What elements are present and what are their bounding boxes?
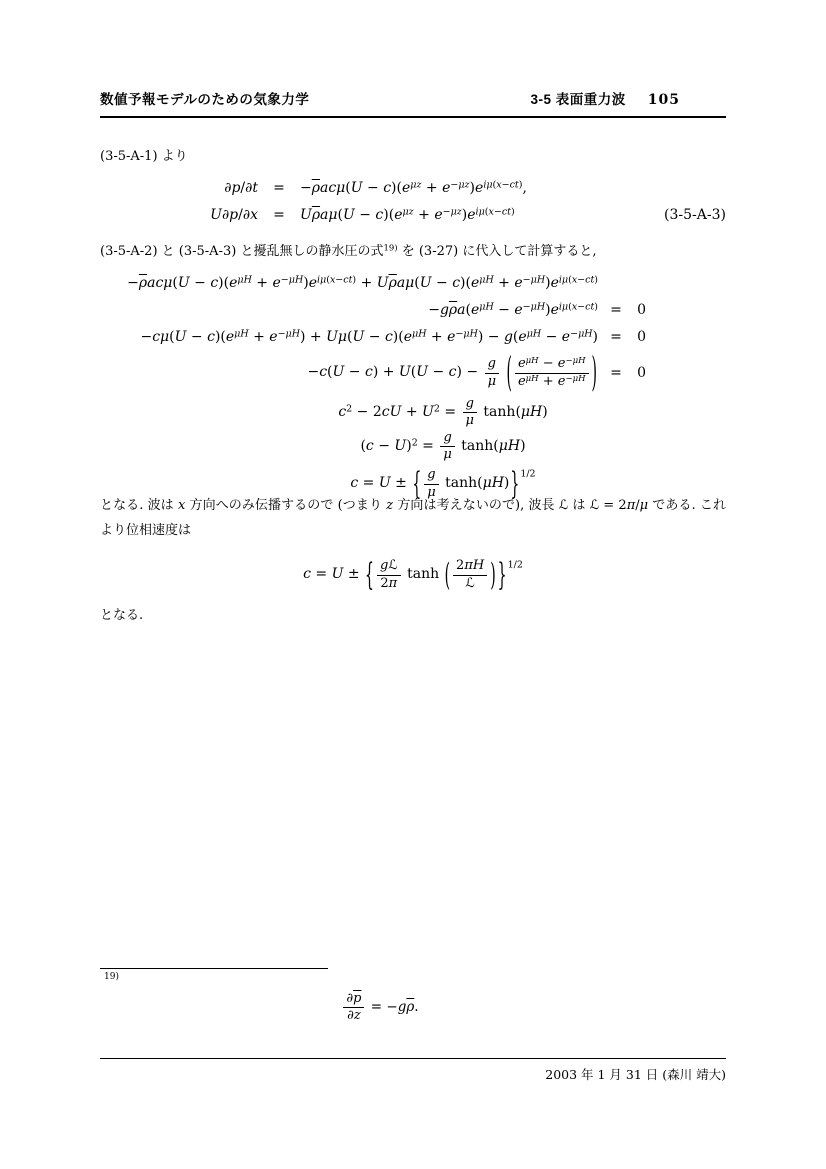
footnote [100, 968, 726, 1025]
equation-lhs: ∂p/∂t [224, 179, 258, 196]
equation-rhs: $U\overline{\rho}a\mu(U - c)(e^{\mu z} + e^{-\mu z})e^{i\mu(x-ct)}$ [300, 205, 515, 223]
equation-expression: $-c\mu(U - c)(e^{\mu H} + e^{-\mu H}) + U\mu(U - c)(e^{\mu H} + e^{-\mu H}) - g(e^{\mu H} - e^{-\mu H})$ [140, 327, 598, 345]
header-running-title: 数値予報モデルのための気象力学 [100, 92, 310, 107]
header-right [531, 88, 681, 108]
equation-row [100, 269, 726, 296]
header-section-title: 3-5 表面重力波 [530, 92, 626, 107]
equation-row [100, 323, 726, 350]
paragraph-wavelength: となる. 波は x 方向へのみ伝播するので (つまり z 方向は考えないので), 波長 ℒ は ℒ = 2π/μ である. これより位相速度は [100, 498, 726, 538]
page-header [100, 88, 726, 118]
equation-row [100, 174, 726, 201]
equation-derivation-block [100, 269, 726, 505]
equals-sign: = [610, 301, 622, 318]
equation-rhs: $-\overline{\rho}ac\mu(U - c)(e^{\mu z} + e^{-\mu z})e^{i\mu(x-ct)}$, [300, 178, 527, 196]
page-footer [100, 1058, 726, 1083]
equals-sign: = [610, 365, 622, 381]
equation-lhs: U∂p/∂x [210, 206, 258, 223]
paragraph-closing: となる. [100, 608, 144, 623]
equation-row [100, 201, 726, 228]
equation-row [100, 396, 726, 430]
equation-block-3-5-A-3 [100, 174, 726, 228]
equation-row [100, 296, 726, 323]
equals-sign: = [273, 179, 285, 196]
equation-expression: −c(U − c) + U(U − c) − $\frac{g}{\mu}$ ( $\frac{e^{\mu H} - e^{-\mu H}}{e^{\mu H} + e^{-\mu H}}$ ) [307, 350, 597, 398]
equals-sign: = [610, 328, 622, 345]
footnote-rule [100, 968, 328, 969]
equation-row [100, 430, 726, 464]
equation-expression: $(c - U)^2$ = $\frac{g}{\mu}$ tanh(μH) [360, 429, 526, 462]
equation-expression: c = U ± { $\frac{\text{gℒ}}{2\pi}$ tanh ( $\frac{2\pi H}{\text{ℒ}}$ ) }$^{1/2}$ [303, 558, 523, 594]
paragraph-intro: (3-5-A-1) より [100, 149, 188, 164]
equation-expression: $-g\overline{\rho}a(e^{\mu H} - e^{-\mu H})e^{i\mu(x-ct)}$ [428, 300, 598, 318]
footer-date-credit: 2003 年 1 月 31 日 (森川 靖大) [545, 1067, 726, 1082]
equals-sign: = [273, 206, 285, 223]
equation-rhs-zero: 0 [637, 365, 646, 381]
equation-number: (3-5-A-3) [664, 206, 726, 223]
page-number: 105 [647, 92, 680, 108]
paragraph-substitution: (3-5-A-2) と (3-5-A-3) と擾乱無しの静水圧の式$^{19)}$ を (3-27) に代入して計算すると, [100, 243, 597, 259]
phase-speed-equation [100, 548, 798, 602]
equation-row [100, 350, 726, 396]
equation-expression: c = U ± { $\frac{g}{\mu}$ tanh(μH)}$^{1/2}$ [350, 467, 536, 503]
footnote-marker: 19) [104, 972, 119, 982]
equation-expression: $-\overline{\rho}ac\mu(U - c)(e^{\mu H} + e^{-\mu H})e^{i\mu(x-ct)} + U\overline{\rho}a\mu(U - c)(e^{\mu H} + e^{-\mu H})e^{i\mu(x-ct)}$ [127, 273, 598, 291]
equation-rhs-zero: 0 [637, 301, 646, 318]
equation-rhs-zero: 0 [637, 328, 646, 345]
footnote-equation: $\frac{\partial\overline{p}}{\partial z}$ = $-g\overline{\rho}$. [100, 991, 660, 1025]
equation-expression: $c^2 - 2cU + U^2$ = $\frac{g}{\mu}$ tanh(μH) [338, 396, 548, 429]
